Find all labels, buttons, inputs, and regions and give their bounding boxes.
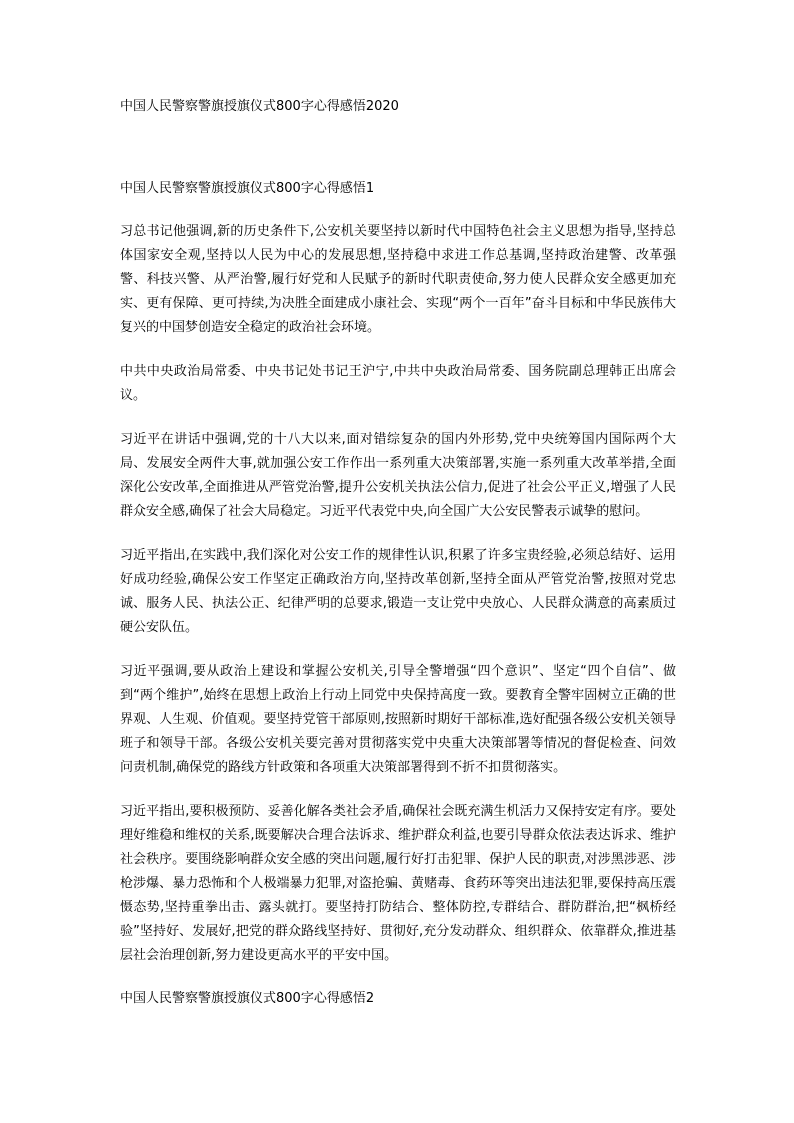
paragraph: 习总书记他强调,新的历史条件下,公安机关要坚持以新时代中国特色社会主义思想为指导,坚持总体国家安全观,坚持以人民为中心的发展思想,坚持稳中求进工作总基调,坚持政治建警、改革强警、科技兴警、从严治警,履行好党和人民赋予的新时代职责使命,努力使人民群众安全感更加充实、更有保障、更可持续,为决胜全面建成小康社会、实现“两个一百年”奋斗目标和中华民族伟大复兴的中国梦创造安全稳定的政治社会环境。 (120, 224, 676, 335)
document-body (120, 178, 676, 1030)
paragraph: 习近平强调,要从政治上建设和掌握公安机关,引导全警增强“四个意识”、坚定“四个自信”、做到“两个维护”,始终在思想上政治上行动上同党中央保持高度一致。要教育全警牢固树立正确的世界观、人生观、价值观。要坚持党管干部原则,按照新时期好干部标准,选好配强各级公安机关领导班子和领导干部。各级公安机关要完善对贯彻落实党中央重大决策部署等情况的督促检查、问效问责机制,确保党的路线方针政策和各项重大决策部署得到不折不扣贯彻落实。 (120, 664, 676, 775)
paragraph: 习近平在讲话中强调,党的十八大以来,面对错综复杂的国内外形势,党中央统筹国内国际两个大局、发展安全两件大事,就加强公安工作作出一系列重大决策部署,实施一系列重大改革举措,全面深化公安改革,全面推进从严管党治警,提升公安机关执法公信力,促进了社会公平正义,增强了人民群众安全感,确保了社会大局稳定。习近平代表党中央,向全国广大公安民警表示诚挚的慰问。 (120, 432, 676, 519)
section-heading-2: 中国人民警察警旗授旗仪式800字心得感悟2 (120, 991, 375, 1006)
paragraph: 习近平指出,在实践中,我们深化对公安工作的规律性认识,积累了许多宝贵经验,必须总结好、运用好成功经验,确保公安工作坚定正确政治方向,坚持改革创新,坚持全面从严管党治警,按照对党忠诚、服务人民、执法公正、纪律严明的总要求,锻造一支让党中央放心、人民群众满意的高素质过硬公安队伍。 (120, 548, 676, 635)
paragraph: 中共中央政治局常委、中央书记处书记王沪宁,中共中央政治局常委、国务院副总理韩正出席会议。 (120, 364, 676, 403)
section-heading-1: 中国人民警察警旗授旗仪式800字心得感悟1 (120, 181, 375, 196)
document-title: 中国人民警察警旗授旗仪式800字心得感悟2020 (120, 99, 399, 114)
paragraph: 习近平指出,要积极预防、妥善化解各类社会矛盾,确保社会既充满生机活力又保持安定有序。要处理好维稳和维权的关系,既要解决合理合法诉求、维护群众利益,也要引导群众依法表达诉求、维护社会秩序。要围绕影响群众安全感的突出问题,履行好打击犯罪、保护人民的职责,对涉黑涉恶、涉枪涉爆、暴力恐怖和个人极端暴力犯罪,对盗抢骗、黄赌毒、食药环等突出违法犯罪,要保持高压震慑态势,坚持重拳出击、露头就打。要坚持打防结合、整体防控,专群结合、群防群治,把“枫桥经验”坚持好、发展好,把党的群众路线坚持好、贯彻好,充分发动群众、组织群众、依靠群众,推进基层社会治理创新,努力建设更高水平的平安中国。 (120, 804, 676, 963)
